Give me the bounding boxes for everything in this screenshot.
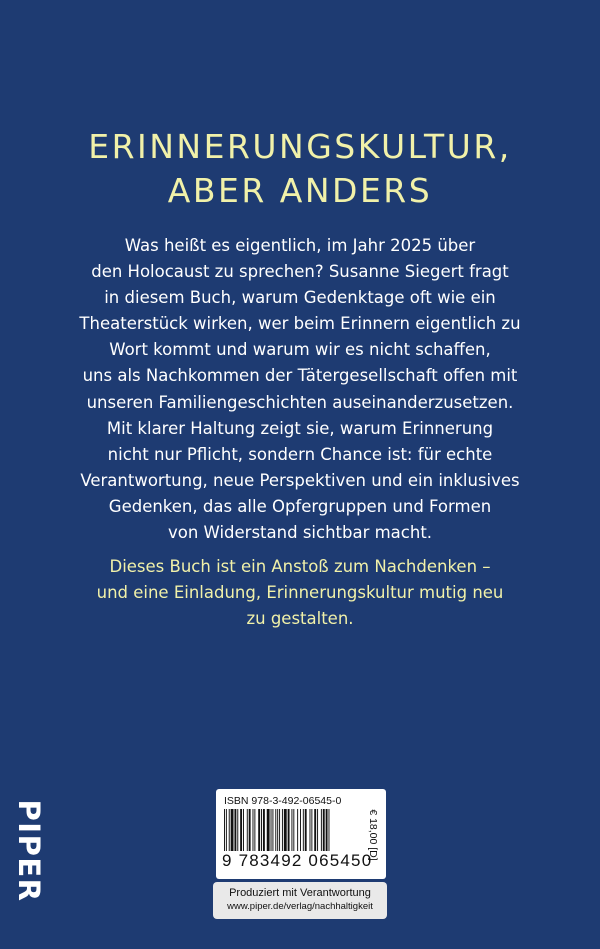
blurb-line: unseren Familiengeschichten auseinanderzusetzen. — [86, 392, 514, 412]
barcode-bar — [234, 809, 236, 851]
barcode-bar — [300, 809, 301, 851]
blurb-line: Verantwortung, neue Perspektiven und ein inklusives — [80, 470, 520, 490]
blurb-line: von Widerstand sichtbar macht. — [167, 523, 433, 543]
headline-line-2: ABER ANDERS — [167, 171, 433, 210]
barcode-digits: 9 783492 065450 — [222, 851, 373, 870]
blurb-line: in diesem Buch, warum Gedenktage oft wie ein — [104, 288, 496, 308]
blurb-line: nicht nur Pflicht, sondern Chance ist: für echte — [107, 444, 493, 464]
blurb-paragraph — [60, 233, 540, 546]
blurb-line: Gedenken, das alle Opfergruppen und Formen — [108, 496, 492, 516]
barcode-bar — [284, 809, 287, 851]
barcode-bar — [288, 809, 290, 851]
piper-logo-icon — [8, 796, 50, 906]
barcode-bar — [249, 809, 251, 851]
barcode-bar — [254, 809, 255, 851]
piper-logo — [8, 796, 50, 906]
barcode-bar — [272, 809, 273, 851]
barcode-bar — [267, 809, 270, 851]
barcode-bar — [224, 809, 225, 851]
teaser-paragraph — [60, 554, 540, 632]
barcode-bar — [277, 809, 278, 851]
barcode-bar — [275, 809, 276, 851]
price-tag — [366, 799, 380, 871]
barcode-bar — [326, 809, 328, 851]
blurb-line: Wort kommt und warum wir es nicht schaffen, — [109, 340, 491, 360]
teaser-line: Dieses Buch ist ein Anstoß zum Nachdenken – — [109, 557, 491, 576]
sustainability-label — [213, 882, 387, 919]
barcode-bar — [321, 809, 322, 851]
barcode-bar — [243, 809, 244, 851]
barcode-icon — [222, 809, 358, 851]
price-text: € 18,00 [D] — [367, 809, 379, 861]
blurb-line: uns als Nachkommen der Tätergesellschaft offen mit — [82, 366, 518, 386]
barcode-bar — [240, 809, 242, 851]
barcode-bar — [258, 809, 260, 851]
teaser-line: zu gestalten. — [246, 609, 354, 629]
blurb-line: Was heißt es eigentlich, im Jahr 2025 über — [124, 236, 476, 255]
barcode-bar — [279, 809, 280, 851]
barcode-bar — [310, 809, 311, 851]
barcode-bar — [271, 809, 272, 851]
barcode-bar — [237, 809, 238, 851]
barcode-bar — [323, 809, 325, 851]
barcode-bar — [291, 809, 292, 851]
barcode-bar — [231, 809, 234, 851]
barcode-bar — [247, 809, 248, 851]
sustainability-url: www.piper.de/verlag/nachhaltigkeit — [227, 901, 373, 912]
barcode-bar — [263, 809, 265, 851]
barcode-bar — [253, 809, 254, 851]
blurb-line: Theaterstück wirken, wer beim Erinnern eigentlich zu — [79, 314, 521, 334]
barcode-bar — [311, 809, 312, 851]
teaser-line: und eine Einladung, Erinnerungskultur mutig neu — [96, 583, 504, 603]
isbn-number: ISBN 978-3-492-06545-0 — [224, 795, 342, 807]
barcode-bar — [229, 809, 230, 851]
barcode-bar — [297, 809, 298, 851]
barcode-label — [216, 789, 386, 879]
barcode-bar — [261, 809, 262, 851]
barcode-bar — [303, 809, 304, 851]
headline-line-1: ERINNERUNGSKULTUR, — [88, 127, 512, 166]
barcode-bar — [317, 809, 318, 851]
piper-logo-text: PIPER — [12, 799, 46, 903]
barcode-bar — [314, 809, 316, 851]
blurb-line: den Holocaust zu sprechen? Susanne Siegert fragt — [91, 262, 509, 282]
barcode-bar — [282, 809, 283, 851]
barcode-bar — [329, 809, 330, 851]
barcode-bar — [305, 809, 307, 851]
blurb-line: Mit klarer Haltung zeigt sie, warum Erinnerung — [106, 418, 494, 438]
barcode-bar — [293, 809, 294, 851]
sustainability-text: Produziert mit Verantwortung — [229, 887, 371, 899]
barcode-bar — [226, 809, 227, 851]
